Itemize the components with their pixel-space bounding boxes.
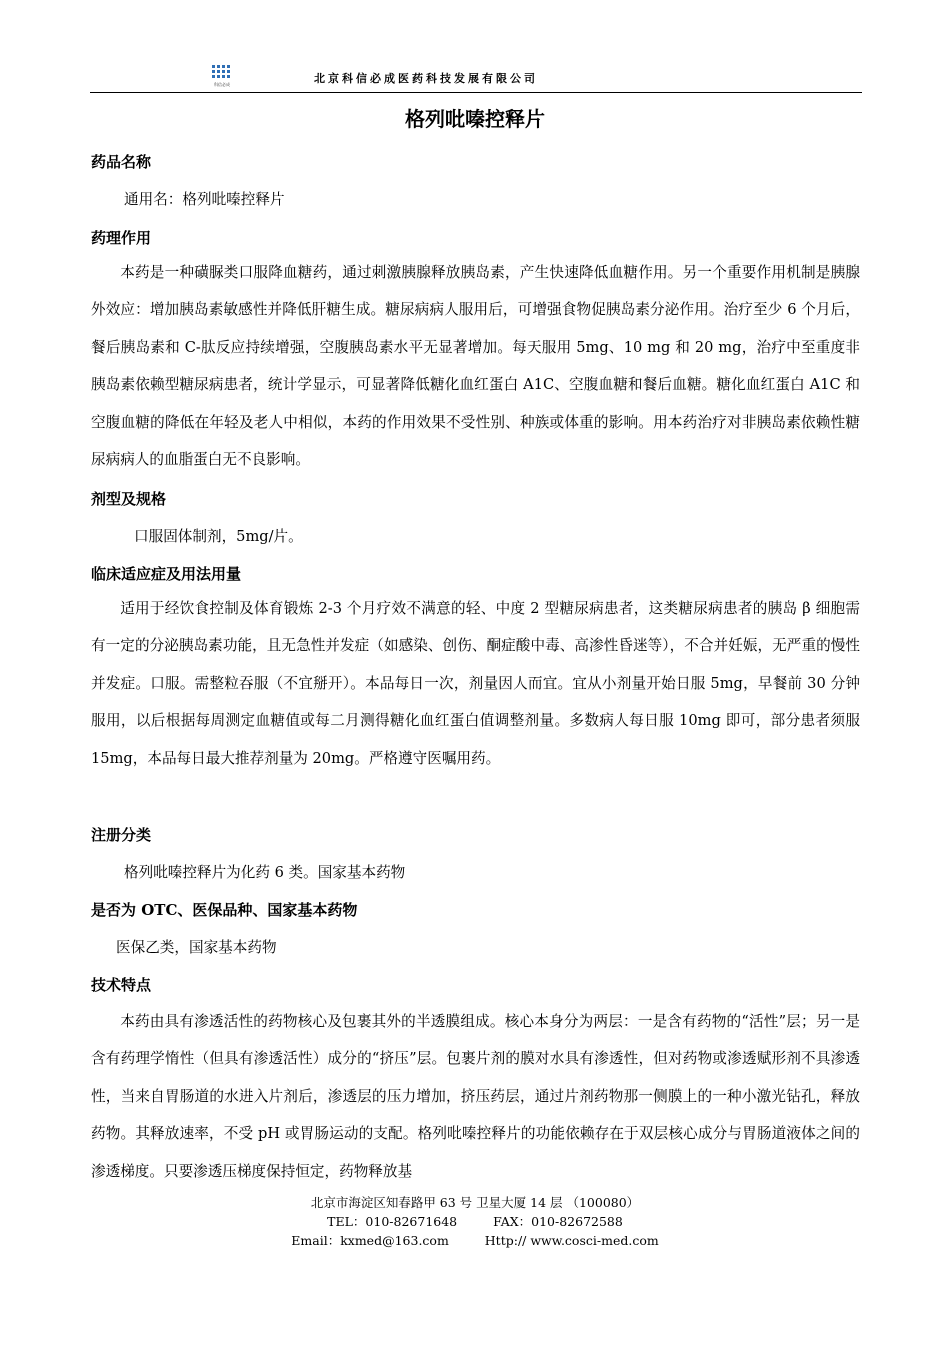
section-text-name: 通用名：格列吡嗪控释片 — [124, 191, 285, 208]
company-name: 北京科信必成医药科技发展有限公司 — [314, 72, 538, 85]
footer-tel: TEL：010-82671648 — [327, 1214, 458, 1229]
section-heading-name: 药品名称 — [91, 153, 152, 171]
footer-address: 北京市海淀区知春路甲 63 号 卫星大厦 14 层 （100080） — [310, 1195, 640, 1210]
page-header — [90, 62, 862, 93]
logo-text: 科信必成 — [214, 82, 230, 87]
footer-contact — [0, 1231, 950, 1249]
section-text-indications: 适用于经饮食控制及体育锻炼 2-3 个月疗效不满意的轻、中度 2 型糖尿病患者，这类糖尿病患者的胰岛 β 细胞需有一定的分泌胰岛素功能，且无急性并发症（如感染、创伤、酮症酸中毒、高渗性昏迷等），不合并妊娠，无严重的慢性并发症。口服。需整粒吞服（不宜掰开）。本品每日一次，剂量因人而宜。宜从小剂量开始日服 5mg，早餐前 30 分钟服用，以后根据每周测定血糖值或每二月测得糖化血红蛋白值调整剂量。多数病人每日服 10mg 即可，部分患者须服 15mg，本品每日最大推荐剂量为 20mg。严格遵守医嘱用药。 — [91, 600, 860, 767]
section-text-technical: 本药由具有渗透活性的药物核心及包裹其外的半透膜组成。核心本身分为两层：一是含有药物的“活性”层；另一是含有药理学惰性（但具有渗透活性）成分的“挤压”层。包裹片剂的膜对水具有渗透性，但对药物或渗透赋形剂不具渗透性，当来自胃肠道的水进入片剂后，渗透层的压力增加，挤压药层，通过片剂药物那一侧膜上的一种小激光钻孔，释放药物。其释放速率，不受 pH 或胃肠运动的支配。格列吡嗪控释片的功能依赖存在于双层核心成分与胃肠道液体之间的渗透梯度。只要渗透压梯度保持恒定，药物释放基 — [91, 1013, 860, 1180]
footer-fax: FAX：010-82672588 — [493, 1214, 623, 1229]
section-heading-otc: 是否为 OTC、医保品种、国家基本药物 — [91, 901, 358, 919]
section-heading-pharmacology: 药理作用 — [91, 229, 152, 247]
section-text-otc: 医保乙类，国家基本药物 — [116, 939, 277, 956]
footer-phone-fax — [0, 1212, 950, 1230]
footer-website: Http:// www.cosci-med.com — [484, 1233, 659, 1248]
section-text-pharmacology: 本药是一种磺脲类口服降血糖药，通过刺激胰腺释放胰岛素，产生快速降低血糖作用。另一个重要作用机制是胰腺外效应：增加胰岛素敏感性并降低肝糖生成。糖尿病病人服用后，可增强食物促胰岛素分泌作用。治疗至少 6 个月后，餐后胰岛素和 C-肽反应持续增强，空腹胰岛素水平无显著增加。每天服用 5mg、10 mg 和 20 mg，治疗中至重度非胰岛素依赖型糖尿病患者，统计学显示，可显著降低糖化血红蛋白 A1C、空腹血糖和餐后血糖。糖化血红蛋白 A1C 和空腹血糖的降低在年轻及老人中相似，本药的作用效果不受性别、种族或体重的影响。用本药治疗对非胰岛素依赖性糖尿病病人的血脂蛋白无不良影响。 — [91, 264, 860, 469]
page-title: 格列吡嗪控释片 — [405, 107, 545, 131]
section-heading-indications: 临床适应症及用法用量 — [91, 565, 242, 583]
footer-email: Email：kxmed@163.com — [291, 1233, 449, 1248]
section-heading-technical: 技术特点 — [91, 976, 152, 994]
section-heading-dosage-form: 剂型及规格 — [91, 490, 167, 508]
section-heading-registration: 注册分类 — [91, 826, 152, 844]
section-text-registration: 格列吡嗪控释片为化药 6 类。国家基本药物 — [124, 864, 406, 881]
section-text-dosage-form: 口服固体制剂，5mg/片。 — [134, 528, 303, 545]
